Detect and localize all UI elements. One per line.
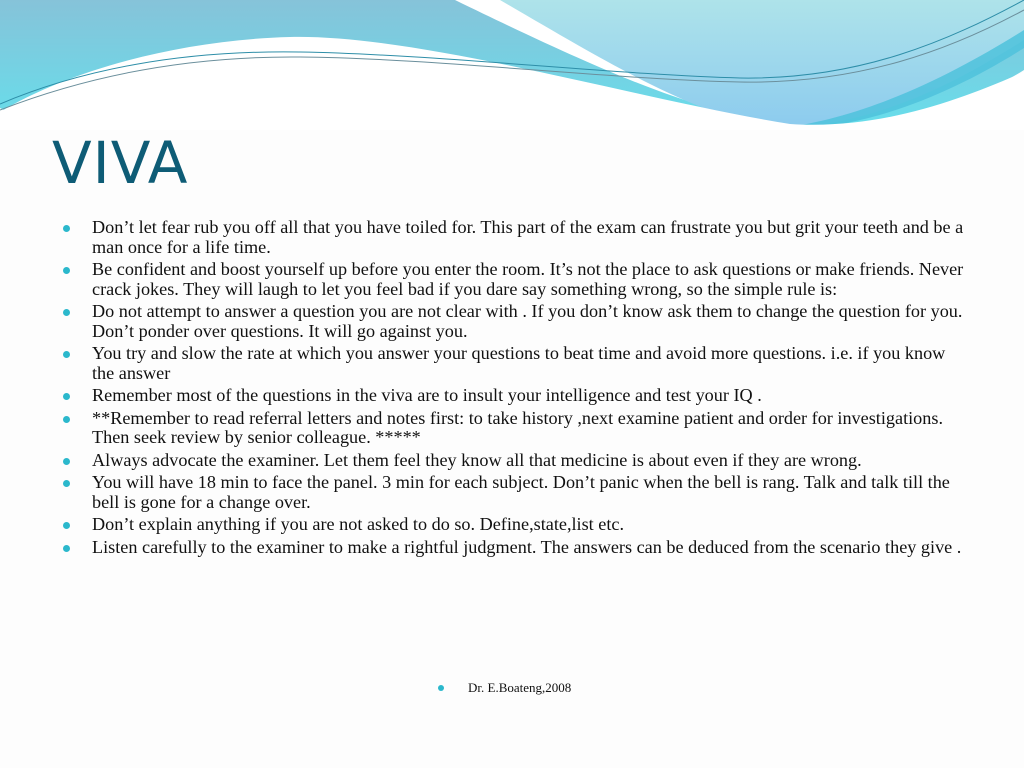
bullet-text: Always advocate the examiner. Let them feel they know all that medicine is about even if they are wrong.	[92, 449, 862, 470]
bullet-icon	[63, 522, 70, 529]
bullet-text: Don’t let fear rub you off all that you have toiled for. This part of the exam can frustrate you but grit your teeth and be a man once for a life time.	[92, 217, 964, 257]
bullet-text: Don’t explain anything if you are not asked to do so. Define,state,list etc.	[92, 514, 625, 534]
bullet-icon	[63, 458, 70, 465]
bullet-text: Be confident and boost yourself up before you enter the room. It’s not the place to ask questions or make friends. Never crack jokes. They will laugh to let you feel bad if you dare say something wrong, so the simple rule is:	[92, 259, 964, 299]
bullet-item	[60, 538, 970, 558]
footer-author: Dr. E.Boateng,2008	[468, 680, 572, 695]
bullet-item	[60, 218, 970, 257]
bullet-icon	[63, 416, 70, 423]
bullet-icon	[63, 351, 70, 358]
bullet-text: Remember most of the questions in the viva are to insult your intelligence and test your IQ .	[92, 385, 762, 405]
bullet-text: You try and slow the rate at which you answer your questions to beat time and avoid more questions. i.e. if you know the answer	[92, 343, 946, 383]
bullet-item	[60, 260, 970, 299]
bullet-item	[60, 473, 970, 512]
bullet-item	[60, 386, 970, 406]
wave-header-decoration	[0, 0, 1024, 130]
bullet-item	[60, 451, 970, 471]
bullet-icon	[63, 545, 70, 552]
slide-footer	[436, 680, 571, 696]
bullet-text: **Remember to read referral letters and notes first: to take history ,next examine patient and order for investigations. Then seek review by senior colleague. *****	[92, 407, 943, 447]
bullet-text: You will have 18 min to face the panel. 3 min for each subject. Don’t panic when the bell is rang. Talk and talk till the bell is gone for a change over.	[92, 472, 950, 512]
bullet-icon	[438, 685, 444, 691]
bullet-icon	[63, 225, 70, 232]
bullet-item	[60, 344, 970, 383]
bullet-icon	[63, 393, 70, 400]
bullet-text: Do not attempt to answer a question you are not clear with . If you don’t know ask them to change the question for you. Don’t ponder over questions. It will go against you.	[92, 301, 963, 341]
bullet-text: Listen carefully to the examiner to make a rightful judgment. The answers can be deduced from the scenario they give .	[92, 536, 962, 557]
bullet-icon	[63, 309, 70, 316]
bullet-item	[60, 409, 970, 448]
bullet-list	[60, 218, 970, 560]
bullet-icon	[63, 480, 70, 487]
bullet-item	[60, 515, 970, 535]
bullet-icon	[63, 267, 70, 274]
slide-title: VIVA	[52, 129, 189, 197]
bullet-item	[60, 302, 970, 341]
